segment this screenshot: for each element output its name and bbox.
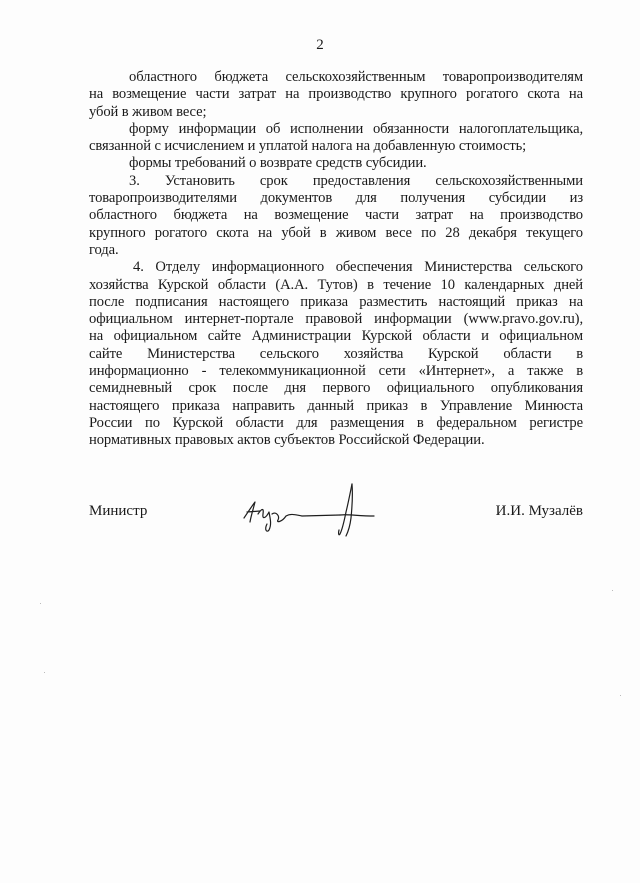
- body-line: после подписания настоящего приказа разместить настоящий приказ на: [89, 293, 583, 310]
- body-line: формы требований о возврате средств субсидии.: [129, 155, 427, 172]
- body-line: товаропроизводителями документов для получения субсидии из: [89, 190, 583, 207]
- body-line: настоящего приказа направить данный приказ в Управление Минюста: [89, 397, 583, 414]
- document-body: [89, 69, 583, 450]
- handwritten-signature: [236, 478, 386, 538]
- scan-speck: [612, 590, 613, 591]
- body-line: семидневный срок после дня первого официального опубликования: [89, 380, 583, 397]
- signatory-title: Министр: [89, 503, 148, 519]
- body-line: России по Курской области для размещения в федеральном регистре: [89, 414, 583, 431]
- body-line: информационно - телекоммуникационной сети «Интернет», а также в: [89, 363, 583, 380]
- body-line: убой в живом весе;: [89, 103, 207, 120]
- body-line: официальном интернет-портале правовой информации (www.pravo.gov.ru),: [89, 311, 583, 328]
- body-line: хозяйства Курской области (А.А. Тутов) в течение 10 календарных дней: [89, 276, 583, 293]
- body-line: форму информации об исполнении обязанности налогоплательщика,: [129, 120, 583, 137]
- scan-speck: [44, 672, 45, 673]
- body-line: года.: [89, 241, 119, 258]
- body-line: областного бюджета на возмещение части затрат на производство: [89, 207, 583, 224]
- body-line: связанной с исчислением и уплатой налога на добавленную стоимость;: [89, 138, 527, 155]
- body-line: крупного рогатого скота на убой в живом весе по 28 декабря текущего: [89, 224, 583, 241]
- body-line: 3. Установить срок предоставления сельскохозяйственными: [129, 172, 583, 189]
- scan-speck: [620, 695, 621, 696]
- signatory-name: И.И. Музалёв: [495, 503, 583, 519]
- body-line: сайте Министерства сельского хозяйства Курской области в: [89, 345, 583, 362]
- body-line: на возмещение части затрат на производство крупного рогатого скота на: [89, 86, 583, 103]
- body-line: на официальном сайте Администрации Курской области и официальном: [89, 328, 583, 345]
- page-number: 2: [316, 37, 324, 53]
- scan-speck: [40, 603, 41, 604]
- body-line: 4. Отделу информационного обеспечения Министерства сельского: [133, 259, 583, 276]
- body-line: областного бюджета сельскохозяйственным товаропроизводителям: [129, 69, 583, 85]
- body-line: нормативных правовых актов субъектов Российской Федерации.: [89, 432, 485, 449]
